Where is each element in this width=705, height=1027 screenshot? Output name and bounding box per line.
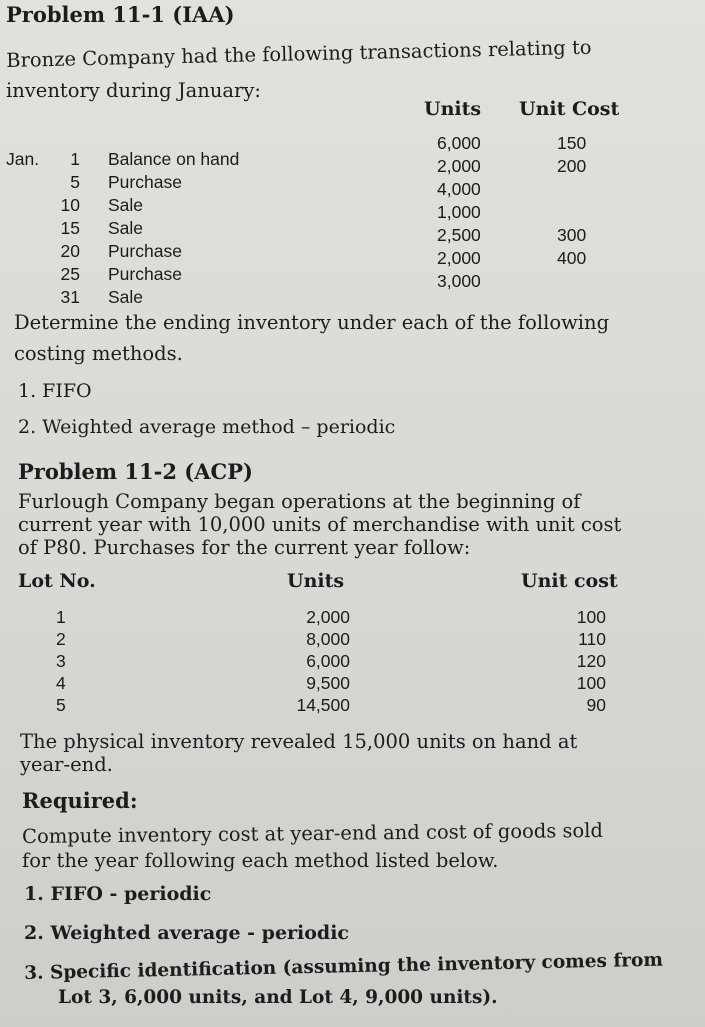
description-cell: Balance on hand — [108, 149, 240, 169]
description-column — [108, 148, 239, 309]
problem-11-1-title: Problem 11-1 (IAA) — [6, 2, 235, 27]
unit-cost-cell: 300 — [557, 225, 587, 245]
description-cell: Purchase — [108, 241, 182, 261]
lot-number-cell: 3 — [56, 651, 66, 671]
lot-units-cell: 8,000 — [306, 629, 350, 649]
unit-cost-column-lower — [557, 224, 586, 270]
problem-11-2-intro-line1: Furlough Company began operations at the beginning of — [18, 490, 581, 513]
unit-cost-column — [557, 132, 586, 178]
problem-11-2-title: Problem 11-2 (ACP) — [18, 459, 253, 484]
problem-11-2-method-3-line2: Lot 3, 6,000 units, and Lot 4, 9,000 units). — [58, 987, 498, 1008]
day-cell: 1 — [70, 149, 80, 169]
units-cell: 3,000 — [437, 271, 481, 291]
problem-11-1-intro-line2: inventory during January: — [6, 79, 261, 102]
physical-inventory-line1: The physical inventory revealed 15,000 units on hand at — [20, 730, 578, 753]
lot-units-cell: 2,000 — [306, 607, 350, 627]
units-cell: 2,000 — [437, 156, 481, 176]
problem-11-2-intro-line2: current year with 10,000 units of merchandise with unit cost — [18, 513, 622, 536]
lot-units-cell: 6,000 — [306, 651, 350, 671]
lot-number-cell: 4 — [56, 673, 66, 693]
units-cell: 2,500 — [437, 225, 481, 245]
unit-cost-column-header: Unit Cost — [519, 98, 620, 120]
lot-units-column-header: Units — [287, 570, 345, 592]
lot-no-column-header: Lot No. — [18, 570, 96, 592]
description-cell: Sale — [108, 195, 144, 215]
lot-unit-cost-cell: 90 — [586, 695, 606, 715]
lot-unit-cost-cell: 100 — [576, 607, 606, 627]
units-cell: 2,000 — [437, 248, 481, 268]
day-cell: 25 — [60, 264, 80, 284]
lot-units-cell: 14,500 — [296, 695, 350, 715]
lot-number-cell: 5 — [56, 695, 66, 715]
month-label: Jan. — [6, 149, 40, 169]
problem-11-2-method-3-line1: 3. Specific identification (assuming the inventory comes from — [24, 949, 664, 984]
unit-cost-cell: 400 — [557, 248, 587, 268]
description-cell: Purchase — [108, 172, 182, 192]
day-cell: 10 — [60, 195, 80, 215]
problem-11-2-intro-line3: of P80. Purchases for the current year follow: — [18, 536, 471, 559]
lot-number-cell: 1 — [56, 607, 66, 627]
compute-instruction-line1: Compute inventory cost at year-end and cost of goods sold — [21, 818, 604, 848]
day-cell: 15 — [60, 218, 80, 238]
description-cell: Sale — [108, 287, 144, 307]
units-column — [437, 132, 481, 293]
units-cell: 1,000 — [437, 202, 481, 222]
problem-11-1-method-1: 1. FIFO — [18, 380, 92, 402]
day-column — [50, 148, 80, 309]
description-cell: Sale — [108, 218, 144, 238]
problem-11-1-question-line2: costing methods. — [14, 342, 183, 365]
required-label: Required: — [22, 788, 138, 813]
units-cell: 6,000 — [437, 133, 481, 153]
lot-units-column — [268, 606, 350, 716]
lot-number-column — [56, 606, 66, 716]
lot-units-cell: 9,500 — [306, 673, 350, 693]
compute-instruction-line2: for the year following each method listed below. — [22, 849, 499, 872]
problem-11-1-intro-line1: Bronze Company had the following transactions relating to — [5, 35, 592, 72]
lot-unit-cost-column — [560, 606, 606, 716]
problem-11-1-method-2: 2. Weighted average method – periodic — [18, 416, 396, 438]
units-column-header: Units — [424, 98, 482, 120]
physical-inventory-line2: year-end. — [20, 753, 113, 776]
description-cell: Purchase — [108, 264, 182, 284]
day-cell: 5 — [70, 172, 80, 192]
problem-11-1-question-line1: Determine the ending inventory under each of the following — [14, 311, 610, 334]
units-cell: 4,000 — [437, 179, 481, 199]
lot-unit-cost-cell: 110 — [578, 629, 606, 649]
day-cell: 31 — [60, 287, 80, 307]
day-cell: 20 — [60, 241, 80, 261]
lot-unit-cost-cell: 120 — [576, 651, 606, 671]
problem-11-2-method-1: 1. FIFO - periodic — [24, 883, 212, 905]
lot-unit-cost-column-header: Unit cost — [521, 570, 618, 592]
unit-cost-cell: 200 — [557, 156, 587, 176]
lot-number-cell: 2 — [56, 629, 66, 649]
lot-unit-cost-cell: 100 — [576, 673, 606, 693]
problem-11-2-method-2: 2. Weighted average - periodic — [24, 922, 350, 944]
unit-cost-cell: 150 — [557, 133, 587, 153]
